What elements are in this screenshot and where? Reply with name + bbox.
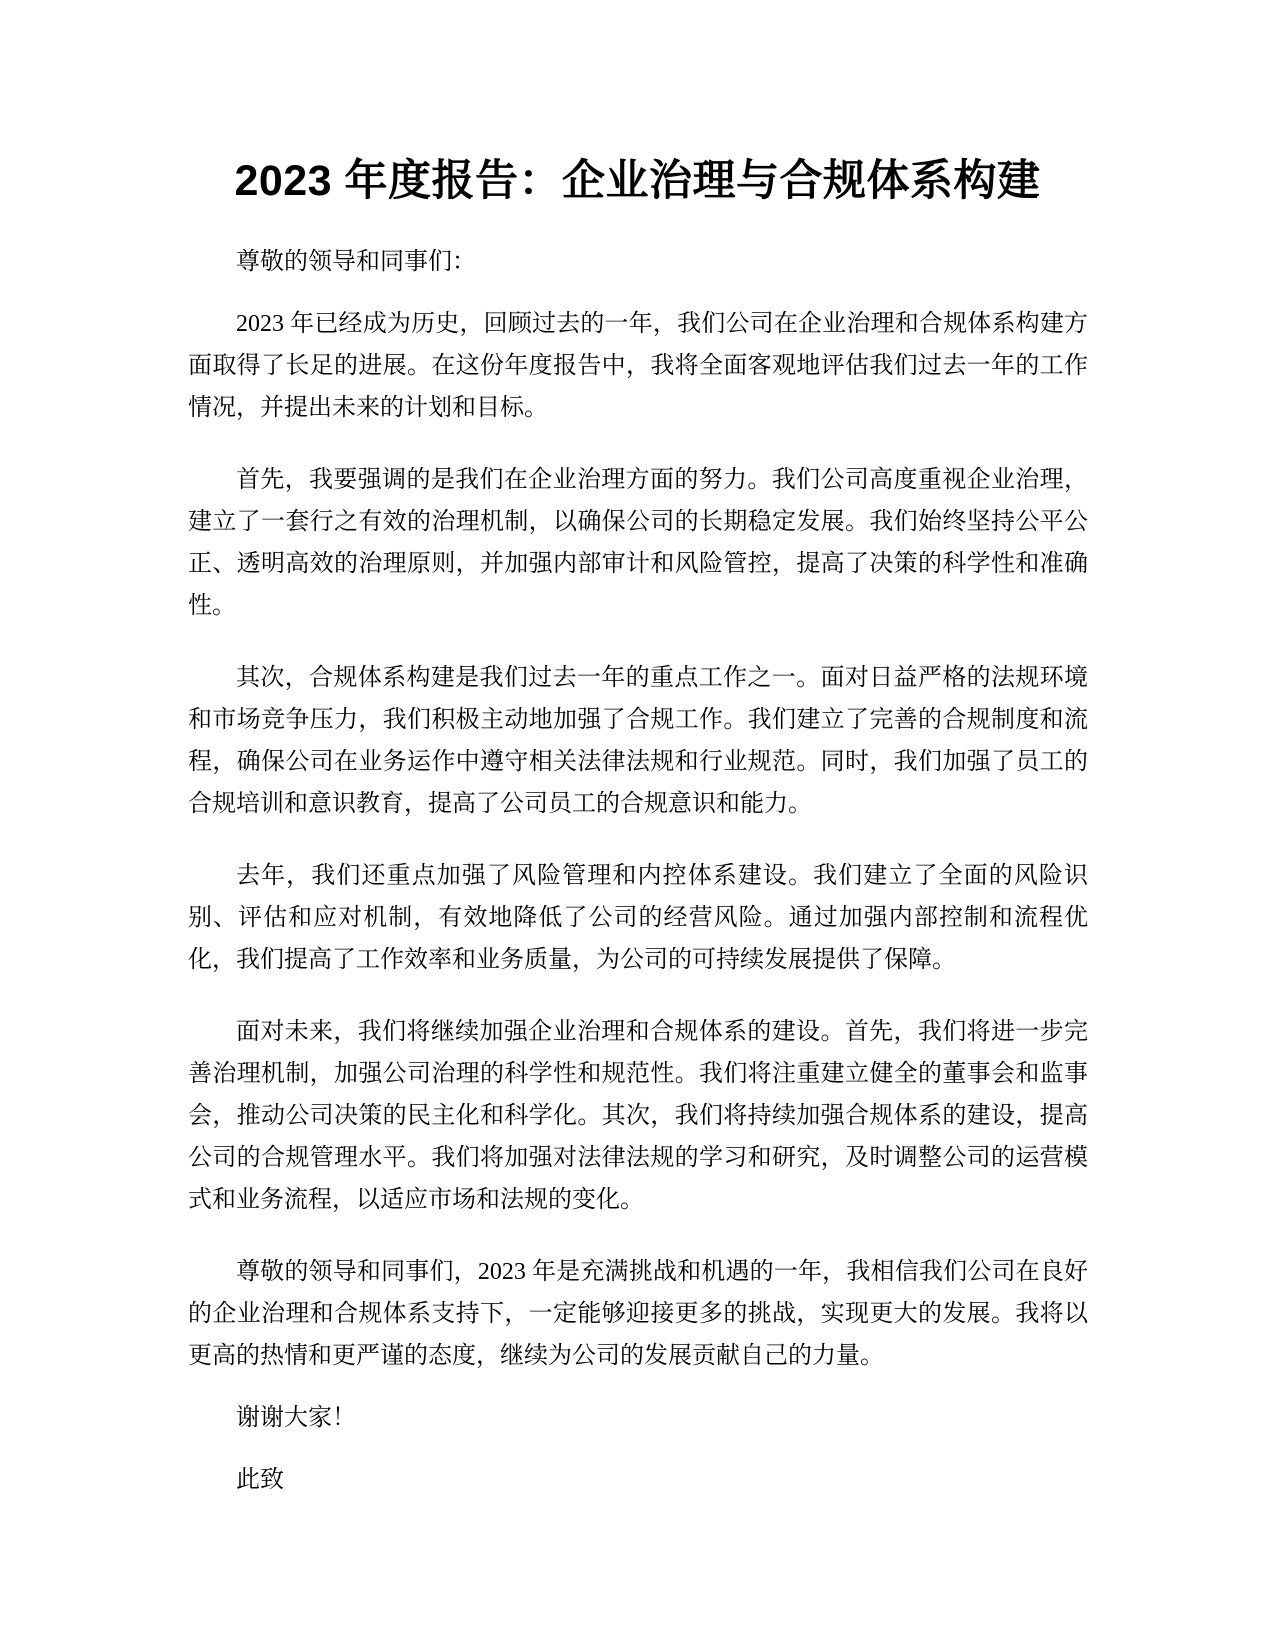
salutation: 尊敬的领导和同事们： <box>236 249 476 275</box>
paragraph-risk-management: 去年，我们还重点加强了风险管理和内控体系建设。我们建立了全面的风险识别、评估和应对机制，有效地降低了公司的经营风险。通过加强内部控制和流程优化，我们提高了工作效率和业务质量，为公司的可持续发展提供了保障。 <box>188 863 1088 973</box>
document-title: 2023 年度报告：企业治理与合规体系构建 <box>234 157 1041 205</box>
paragraph-review: 2023 年已经成为历史，回顾过去的一年，我们公司在企业治理和合规体系构建方面取得了长足的进展。在这份年度报告中，我将全面客观地评估我们过去一年的工作情况，并提出未来的计划和目标。 <box>188 311 1088 421</box>
paragraph-conclusion: 尊敬的领导和同事们，2023 年是充满挑战和机遇的一年，我相信我们公司在良好的企业治理和合规体系支持下，一定能够迎接更多的挑战，实现更大的发展。我将以更高的热情和更严谨的态度，继续为公司的发展贡献自己的力量。 <box>188 1259 1088 1369</box>
thanks-line: 谢谢大家！ <box>236 1405 356 1431</box>
document-body <box>188 241 1088 1531</box>
paragraph-governance: 首先，我要强调的是我们在企业治理方面的努力。我们公司高度重视企业治理，建立了一套行之有效的治理机制，以确保公司的长期稳定发展。我们始终坚持公平公正、透明高效的治理原则，并加强内部审计和风险管控，提高了决策的科学性和准确性。 <box>188 467 1088 619</box>
paragraph-compliance: 其次，合规体系构建是我们过去一年的重点工作之一。面对日益严格的法规环境和市场竞争压力，我们积极主动地加强了合规工作。我们建立了完善的合规制度和流程，确保公司在业务运作中遵守相关法律法规和行业规范。同时，我们加强了员工的合规培训和意识教育，提高了公司员工的合规意识和能力。 <box>188 665 1088 817</box>
closing-line: 此致 <box>236 1467 284 1493</box>
paragraph-future-plans: 面对未来，我们将继续加强企业治理和合规体系的建设。首先，我们将进一步完善治理机制，加强公司治理的科学性和规范性。我们将注重建立健全的董事会和监事会，推动公司决策的民主化和科学化。其次，我们将持续加强合规体系的建设，提高公司的合规管理水平。我们将加强对法律法规的学习和研究，及时调整公司的运营模式和业务流程，以适应市场和法规的变化。 <box>188 1019 1088 1213</box>
